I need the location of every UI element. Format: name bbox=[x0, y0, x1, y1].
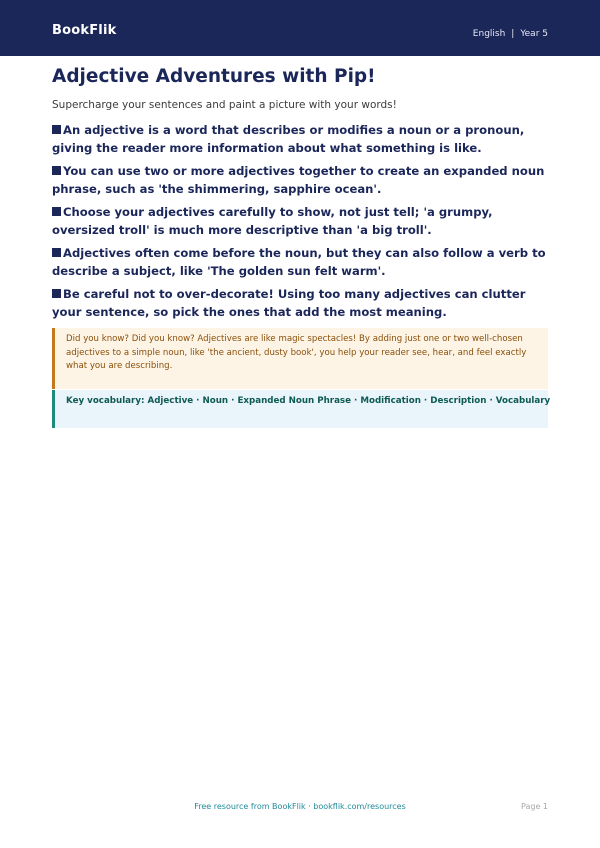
key-vocabulary-box bbox=[52, 390, 551, 428]
page-subtitle: Supercharge your sentences and paint a picture with your words! bbox=[52, 99, 397, 111]
square-bullet-icon bbox=[52, 248, 61, 257]
page-title: Adjective Adventures with Pip! bbox=[52, 66, 376, 87]
meta-separator: | bbox=[511, 29, 515, 39]
square-bullet-icon bbox=[52, 166, 61, 175]
did-you-know-text: Did you know? Did you know? Adjectives are like magic spectacles! By adding just one or two well-chosen adjectives to a simple noun, like 'the ancient, dusty book', you help your reader see, hear, and feel exactly what you are describing. bbox=[66, 334, 527, 371]
list-item bbox=[52, 204, 552, 239]
header-meta bbox=[473, 29, 548, 39]
list-item-text: Adjectives often come before the noun, but they can also follow a verb to describe a subject, like 'The golden sun felt warm'. bbox=[52, 246, 546, 278]
header-bar bbox=[0, 0, 600, 56]
square-bullet-icon bbox=[52, 125, 61, 134]
list-item-text: Choose your adjectives carefully to show, not just tell; 'a grumpy, oversized troll' is much more descriptive than 'a big troll'. bbox=[52, 205, 493, 237]
page-footer bbox=[0, 802, 600, 816]
list-item bbox=[52, 245, 552, 280]
key-vocabulary-text: Key vocabulary: Adjective · Noun · Expanded Noun Phrase · Modification · Description · Vocabulary bbox=[66, 396, 551, 406]
page-number: Page 1 bbox=[521, 802, 548, 811]
key-points-list bbox=[52, 122, 552, 327]
list-item bbox=[52, 286, 552, 321]
footer-credit-link[interactable]: Free resource from BookFlik · bookflik.com/resources bbox=[194, 802, 406, 811]
square-bullet-icon bbox=[52, 207, 61, 216]
list-item bbox=[52, 122, 552, 157]
list-item-text: Be careful not to over-decorate! Using too many adjectives can clutter your sentence, so pick the ones that add the most meaning. bbox=[52, 287, 526, 319]
brand-logo-text[interactable]: BookFlik bbox=[52, 23, 117, 38]
subject-label: English bbox=[472, 29, 506, 39]
did-you-know-callout bbox=[52, 328, 548, 389]
square-bullet-icon bbox=[52, 289, 61, 298]
year-label: Year 5 bbox=[520, 29, 548, 39]
list-item bbox=[52, 163, 552, 198]
list-item-text: An adjective is a word that describes or modifies a noun or a pronoun, giving the reader more information about what something is like. bbox=[52, 123, 525, 155]
list-item-text: You can use two or more adjectives together to create an expanded noun phrase, such as 'the shimmering, sapphire ocean'. bbox=[52, 164, 545, 196]
